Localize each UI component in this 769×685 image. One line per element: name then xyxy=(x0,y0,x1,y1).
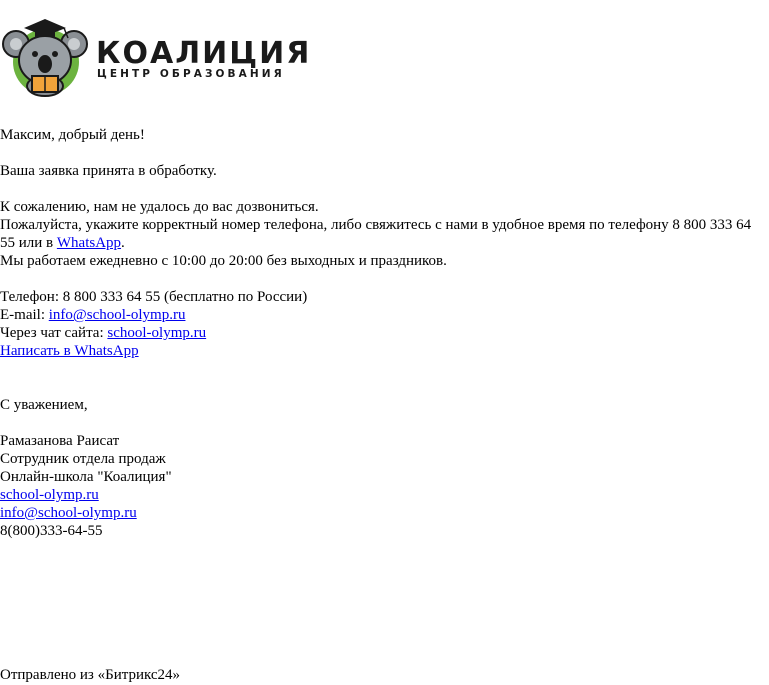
email-link[interactable]: info@school-olymp.ru xyxy=(48,307,186,323)
logo-wordmark: КОАЛИЦИЯ xyxy=(96,36,312,71)
signature-role: Сотрудник отдела продаж xyxy=(0,451,166,467)
signature-email-link[interactable]: info@school-olymp.ru xyxy=(0,505,137,521)
email-label: E-mail: xyxy=(0,307,49,323)
accepted-text: Ваша заявка принята в обработку. xyxy=(0,163,217,179)
logo xyxy=(2,16,312,98)
email-line xyxy=(0,306,185,324)
greeting: Максим, добрый день! xyxy=(0,127,145,143)
signature-company: Онлайн-школа "Коалиция" xyxy=(0,469,172,485)
footer-sent-from: Отправлено из «Битрикс24» xyxy=(0,667,181,683)
request-end: . xyxy=(121,235,125,251)
signature-name: Рамазанова Раисат xyxy=(0,433,120,449)
koala-mascot-icon xyxy=(2,16,88,98)
signature-site-link[interactable]: school-olymp.ru xyxy=(0,487,99,503)
chat-line xyxy=(0,324,206,342)
regards-text: С уважением, xyxy=(0,397,88,413)
write-whatsapp-link[interactable]: Написать в WhatsApp xyxy=(0,343,139,359)
site-chat-link[interactable]: school-olymp.ru xyxy=(107,325,207,341)
phone-line: Телефон: 8 800 333 64 55 (бесплатно по России) xyxy=(0,289,308,305)
chat-label: Через чат сайта: xyxy=(0,325,108,341)
request-paragraph xyxy=(0,216,766,252)
hours-text: Мы работаем ежедневно с 10:00 до 20:00 без выходных и праздников. xyxy=(0,253,447,269)
not-reached-text: К сожалению, нам не удалось до вас дозвониться. xyxy=(0,199,319,215)
whatsapp-line xyxy=(0,342,139,360)
signature-site-line xyxy=(0,486,99,504)
whatsapp-inline-link[interactable]: WhatsApp xyxy=(56,235,122,251)
signature-phone: 8(800)333-64-55 xyxy=(0,523,103,539)
request-text: Пожалуйста, укажите корректный номер телефона, либо свяжитесь с нами в удобное время по телефону 8 800 333 64 55 или в xyxy=(0,217,752,251)
logo-subtitle: ЦЕНТР ОБРАЗОВАНИЯ xyxy=(97,68,285,80)
signature-email-line xyxy=(0,504,137,522)
